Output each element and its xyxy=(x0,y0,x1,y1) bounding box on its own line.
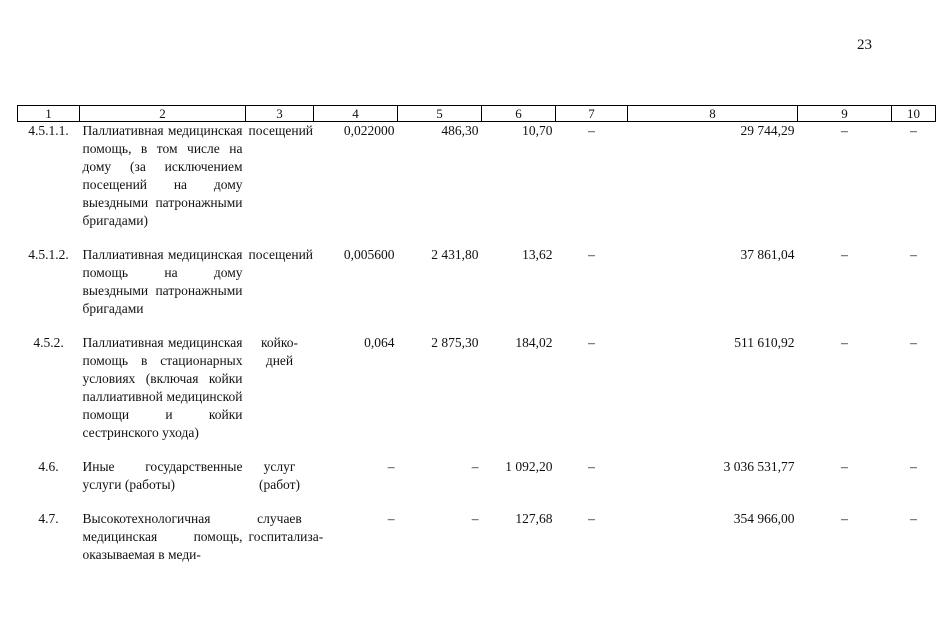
cell-col5: 2 875,30 xyxy=(431,335,479,350)
column-header: 9 xyxy=(798,106,892,122)
cell-col10: – xyxy=(910,247,917,262)
cell-col9: – xyxy=(841,123,848,138)
cell-col8: 3 036 531,77 xyxy=(723,459,795,474)
cell-col6: 10,70 xyxy=(522,123,553,138)
cell-col7: – xyxy=(588,511,595,526)
column-header: 3 xyxy=(246,106,314,122)
cell-col4: 0,005600 xyxy=(343,247,395,262)
cell-col6: 1 092,20 xyxy=(505,459,553,474)
cell-col8: 29 744,29 xyxy=(740,123,795,138)
table-row xyxy=(18,510,936,570)
cell-col9: – xyxy=(841,247,848,262)
row-unit: посещений xyxy=(248,247,314,262)
cell-col6: 127,68 xyxy=(515,511,553,526)
cell-col4: – xyxy=(387,459,395,474)
row-name-text: Высокотехнологичная медицинская помощь, оказываемая в меди- xyxy=(82,511,243,562)
row-unit-text: случаев госпитализа- xyxy=(248,511,324,544)
row-name: Паллиативная медицинская помощь, в том числе на дому (за исключением посещений на дому выездными патронажными бригадами) xyxy=(82,123,243,228)
cell-col4: – xyxy=(387,511,395,526)
row-name: Паллиативная медицинская помощь на дому выездными патронажными бригадами xyxy=(82,247,243,316)
cell-col6: 184,02 xyxy=(515,335,553,350)
table-row xyxy=(18,246,936,318)
column-header: 4 xyxy=(314,106,398,122)
cell-col8: 354 966,00 xyxy=(733,511,795,526)
row-unit: посещений xyxy=(248,123,314,138)
column-header: 1 xyxy=(18,106,80,122)
column-number-header xyxy=(18,106,936,122)
row-name: Иные государственные услуги (работы) xyxy=(82,459,243,492)
cell-col5: 2 431,80 xyxy=(431,247,479,262)
table-row xyxy=(18,334,936,442)
row-code: 4.7. xyxy=(38,511,59,526)
column-header: 6 xyxy=(482,106,556,122)
row-code: 4.5.1.2. xyxy=(28,247,69,262)
indicators-table xyxy=(17,105,936,570)
column-header: 10 xyxy=(892,106,936,122)
row-code: 4.5.1.1. xyxy=(28,123,69,138)
cell-col9: – xyxy=(841,459,848,474)
cell-col7: – xyxy=(588,335,595,350)
cell-col5: – xyxy=(471,459,479,474)
table-row xyxy=(18,122,936,231)
row-code: 4.5.2. xyxy=(33,335,64,350)
cell-col7: – xyxy=(588,459,595,474)
row-name: Паллиативная медицинская помощь в стационарных условиях (включая койки паллиативной медицинской помощи и койки сестринского ухода) xyxy=(82,335,243,440)
cell-col10: – xyxy=(910,123,917,138)
column-header: 7 xyxy=(556,106,628,122)
cell-col10: – xyxy=(910,511,917,526)
cell-col6: 13,62 xyxy=(522,247,553,262)
cell-col7: – xyxy=(588,247,595,262)
row-unit: услуг (работ) xyxy=(258,459,301,492)
cell-col9: – xyxy=(841,511,848,526)
page-number: 23 xyxy=(857,37,872,53)
cell-col9: – xyxy=(841,335,848,350)
column-header: 8 xyxy=(628,106,798,122)
cell-col10: – xyxy=(910,459,917,474)
row-unit: койко-дней xyxy=(261,335,298,368)
table-row xyxy=(18,458,936,494)
row-code: 4.6. xyxy=(38,459,59,474)
cell-col5: – xyxy=(471,511,479,526)
cell-col8: 37 861,04 xyxy=(740,247,795,262)
column-header: 5 xyxy=(398,106,482,122)
cell-col10: – xyxy=(910,335,917,350)
cell-col7: – xyxy=(588,123,595,138)
cell-col4: 0,022000 xyxy=(343,123,395,138)
cell-col5: 486,30 xyxy=(441,123,479,138)
row-unit xyxy=(246,510,324,570)
column-header: 2 xyxy=(80,106,246,122)
cell-col4: 0,064 xyxy=(364,335,395,350)
row-name xyxy=(80,510,246,570)
cell-col8: 511 610,92 xyxy=(734,335,795,350)
